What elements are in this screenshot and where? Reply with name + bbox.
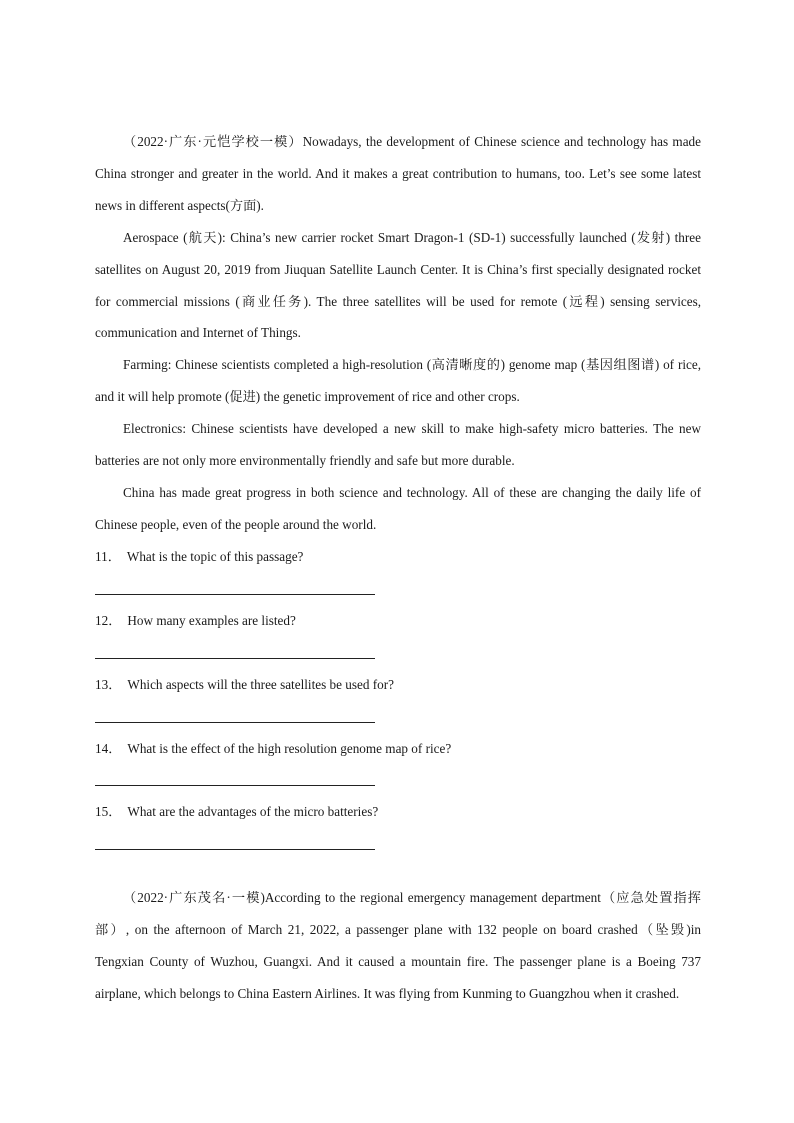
question-13 (95, 669, 701, 723)
question-number: 12． (95, 612, 122, 628)
answer-line[interactable] (95, 849, 375, 850)
question-number: 15． (95, 804, 122, 820)
question-11 (95, 541, 701, 595)
question-15 (95, 796, 701, 850)
question-14 (95, 733, 701, 787)
passage-1 (95, 126, 701, 541)
question-list (95, 541, 701, 851)
passage-1-farming-paragraph: Farming: Chinese scientists completed a high-resolution (高清晰度的) genome map (基因组图谱) of rice, and it will help promote (促进) the genetic improvement of rice and other crops. (95, 357, 701, 405)
passage-1-aerospace-paragraph: Aerospace (航天): China’s new carrier rocket Smart Dragon-1 (SD-1) successfully launched (发射) three satellites on August 20, 2019 from Jiuquan Satellite Launch Center. It is China’s first specially designated rocket for commercial missions (商业任务). The three satellites will be used for remote (远程) sensing services, communication and Internet of Things. (95, 229, 701, 341)
passage-1-electronics-paragraph: Electronics: Chinese scientists have developed a new skill to make high-safety micro batteries. The new batteries are not only more environmentally friendly and safe but more durable. (95, 421, 701, 469)
question-text: Which aspects will the three satellites be used for? (127, 676, 394, 692)
question-text: What is the topic of this passage? (126, 548, 304, 564)
passage-1-intro-paragraph: （2022·广东·元恺学校一模）Nowadays, the development of Chinese science and technology has made China stronger and greater in the world. And it makes a great contribution to humans, too. Let’s see some latest news in different aspects(方面). (95, 134, 701, 213)
question-text: What is the effect of the high resolution genome map of rice? (127, 740, 452, 756)
answer-line[interactable] (95, 722, 375, 723)
question-number: 14． (95, 740, 122, 756)
answer-line[interactable] (95, 785, 375, 786)
answer-line[interactable] (95, 594, 375, 595)
answer-line[interactable] (95, 658, 375, 659)
passage-1-conclusion-paragraph: China has made great progress in both science and technology. All of these are changing the daily life of Chinese people, even of the people around the world. (95, 484, 701, 532)
question-number: 11． (95, 548, 121, 564)
question-number: 13． (95, 676, 122, 692)
passage-2 (95, 882, 701, 1010)
question-text: What are the advantages of the micro batteries? (127, 804, 379, 820)
question-text: How many examples are listed? (127, 612, 296, 628)
question-12 (95, 605, 701, 659)
document-page (95, 126, 701, 1010)
passage-2-paragraph: （2022·广东茂名·一模)According to the regional emergency management department（应急处置指挥部）, on the afternoon of March 21, 2022, a passenger plane with 132 people on board crashed（坠毁)in Tengxian County of Wuzhou, Guangxi. And it caused a mountain fire. The passenger plane is a Boeing 737 airplane, which belongs to China Eastern Airlines. It was flying from Kunming to Guangzhou when it crashed. (95, 890, 701, 1002)
